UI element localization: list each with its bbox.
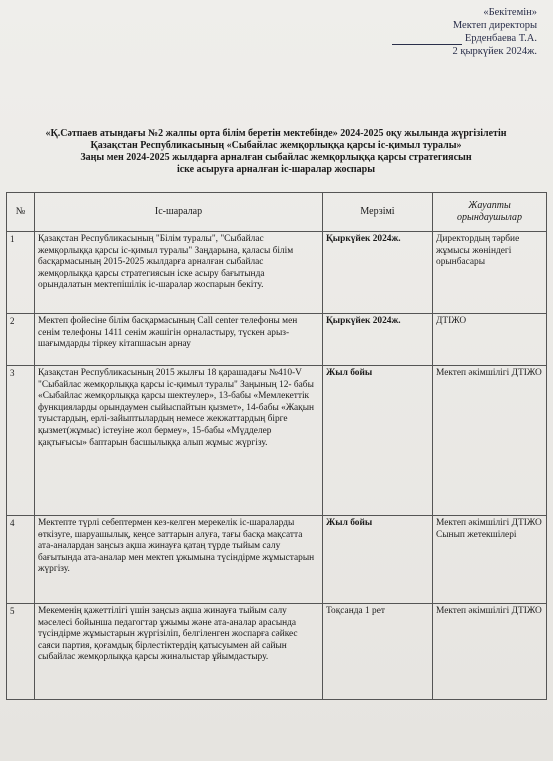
row-action: Мектепте түрлі себептермен кез-келген мерекелік іс-шараларды өткізуге, шаруашылық, кеңсе заттарын алуға, тағы басқа мақсатта ата-аналардан заңсыз ақша жинауға қатаң түрде тыйым салу бағытында ата-аналар мен мектеп ұжымына түсіндірме жұмыстарын жүргізу. (35, 516, 323, 604)
table-row (7, 232, 547, 314)
approval-signature-row (387, 32, 537, 45)
table-row (7, 604, 547, 700)
table-row (7, 366, 547, 516)
row-num: 4 (7, 516, 35, 604)
row-date: Қыркүйек 2024ж. (323, 232, 433, 314)
row-responsible: ДТІЖО (433, 314, 547, 366)
approval-position: Мектеп директоры (452, 20, 537, 31)
row-responsible: Директордың тәрбие жұмысы жөніндегі орынбасары (433, 232, 547, 314)
plan-table (6, 192, 547, 700)
row-num: 5 (7, 604, 35, 700)
document-heading (12, 128, 540, 176)
row-num: 3 (7, 366, 35, 516)
row-date: Жыл бойы (323, 366, 433, 516)
approval-date: 2 қыркүйек 2024ж. (452, 46, 537, 57)
table-row (7, 516, 547, 604)
approval-name: Ерденбаева Т.А. (464, 33, 537, 44)
row-responsible: Мектеп әкімшілігі ДТІЖО (433, 366, 547, 516)
heading-line-2: Қазақстан Республикасының «Сыбайлас жемқорлыққа қарсы іс-қимыл туралы» (90, 140, 462, 151)
table-row (7, 314, 547, 366)
row-date: Қыркүйек 2024ж. (323, 314, 433, 366)
header-date: Мерзімі (323, 193, 433, 232)
row-action: Мекеменің қажеттілігі үшін заңсыз ақша жинауға тыйым салу мәселесі бойынша педагогтар ұжымы және ата-аналар арасында түсіндірме жұмыстарын жүргізіліп, белгіленген жоспарға сәйкес саяси партия, қоғамдық бірлестіктердің қатысуымен ай сайын сыбайлас жемқорлыққа қарсы жиналыстар ұйымдастыру. (35, 604, 323, 700)
row-num: 1 (7, 232, 35, 314)
heading-line-3: Заңы мен 2024-2025 жылдарға арналған сыбайлас жемқорлыққа қарсы стратегиясын (80, 152, 472, 163)
header-action: Іс-шаралар (35, 193, 323, 232)
table-header-row (7, 193, 547, 232)
row-responsible: Мектеп әкімшілігі ДТІЖО Сынып жетекшілері (433, 516, 547, 604)
signature-line (392, 35, 462, 45)
row-date: Тоқсанда 1 рет (323, 604, 433, 700)
header-responsible: Жауапты орындаушылар (433, 193, 547, 232)
heading-line-4: іске асыруға арналған іс-шаралар жоспары (176, 164, 376, 175)
header-num: № (7, 193, 35, 232)
row-date: Жыл бойы (323, 516, 433, 604)
approval-stamp (387, 6, 537, 58)
approval-label: «Бекітемін» (483, 7, 537, 18)
row-action: Қазақстан Республикасының "Білім туралы", "Сыбайлас жемқорлыққа қарсы іс-қимыл туралы" Заңдарына, қаласы білім басқармасының 2015-2025 жылдарға арналған сыбайлас жемқорлыққа қарсы стратегиясын іске асыру бағытында орындалатын мектепішілік іс-шаралар жоспарын бекіту. (35, 232, 323, 314)
row-num: 2 (7, 314, 35, 366)
row-responsible: Мектеп әкімшілігі ДТІЖО (433, 604, 547, 700)
row-action: Қазақстан Республикасының 2015 жылғы 18 қарашадағы №410-V "Сыбайлас жемқорлыққа қарсы іс-қимыл туралы" Заңының 12- бабы «Сыбайлас жемқорлыққа қарсы шектеулер», 13-бабы «Мемлекеттік функцияларды орындаумен сыйыспайтын қызмет», 14-бабы «Жақын туыстардың, ерлі-зайыптылардың немесе жекжаттардың бірге қызмет(жұмыс) істеуіне жол бермеу», 15-бабы «Мүдделер қақтығысы» баптарын басшылыққа алып жұмыс жүргізу. (35, 366, 323, 516)
row-action: Мектеп фойесіне білім басқармасының Call center телефоны мен сенім телефоны 1411 сенім жәшігін орналастыру, түскен арыз-шағымдарды тіркеу кітапшасын арнау (35, 314, 323, 366)
heading-line-1: «Қ.Сәтпаев атындағы №2 жалпы орта білім беретін мектебінде» 2024-2025 оқу жылында жүргізілетін (45, 128, 507, 139)
